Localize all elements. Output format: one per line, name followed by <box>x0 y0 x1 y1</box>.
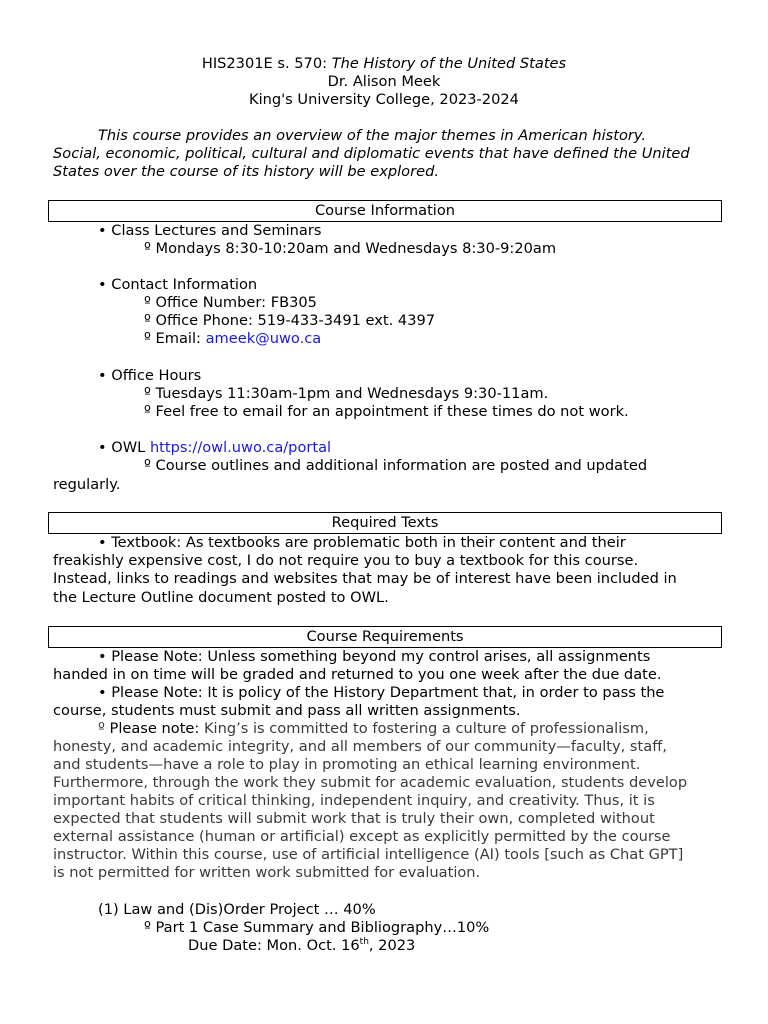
list-item-owl: • OWL https://owl.uwo.ca/portal <box>98 439 332 456</box>
sub-item-email: º Email: ameek@uwo.ca <box>144 330 322 347</box>
sub-item-office-number: º Office Number: FB305 <box>144 294 317 311</box>
section-header-course-requirements: Course Requirements <box>48 626 722 648</box>
due-date-item: Due Date: Mon. Oct. 16th, 2023 <box>188 937 416 954</box>
academic-integrity-line: Furthermore, through the work they submit for academic evaluation, students develop <box>53 774 688 791</box>
sub-item-hours-note: º Feel free to email for an appointment if these times do not work. <box>144 403 629 420</box>
list-item-class-lectures: • Class Lectures and Seminars <box>98 222 322 239</box>
sub-item-hours-time: º Tuesdays 11:30am-1pm and Wednesdays 9:30-11am. <box>144 385 549 402</box>
academic-integrity-line: honesty, and academic integrity, and all members of our community—faculty, staff, <box>53 738 667 755</box>
academic-integrity-line: is not permitted for written work submitted for evaluation. <box>53 864 481 881</box>
requirement-note: handed in on time will be graded and returned to you one week after the due date. <box>53 666 662 683</box>
institution-year: King's University College, 2023-2024 <box>249 91 519 108</box>
sub-item-office-phone: º Office Phone: 519-433-3491 ext. 4397 <box>144 312 436 329</box>
course-heading: HIS2301E s. 570: The History of the United States <box>201 55 567 72</box>
textbook-line: Instead, links to readings and websites that may be of interest have been included in <box>53 570 677 587</box>
project-part-item: º Part 1 Case Summary and Bibliography…10% <box>144 919 490 936</box>
course-title: The History of the United States <box>331 55 567 72</box>
intro-line: States over the course of its history will be explored. <box>53 163 439 180</box>
intro-line: This course provides an overview of the major themes in American history. <box>98 127 647 144</box>
textbook-line: • Textbook: As textbooks are problematic both in their content and their <box>98 534 626 551</box>
email-link[interactable]: ameek@uwo.ca <box>205 330 322 347</box>
owl-note-continuation: regularly. <box>53 476 121 493</box>
requirement-note: • Please Note: It is policy of the History Department that, in order to pass the <box>98 684 665 701</box>
requirement-note: • Please Note: Unless something beyond my control arises, all assignments <box>98 648 651 665</box>
sub-item-lecture-times: º Mondays 8:30-10:20am and Wednesdays 8:30-9:20am <box>144 240 557 257</box>
textbook-line: freakishly expensive cost, I do not require you to buy a textbook for this course. <box>53 552 639 569</box>
academic-integrity-line: important habits of critical thinking, independent inquiry, and creativity. Thus, it is <box>53 792 655 809</box>
textbook-line: the Lecture Outline document posted to OWL. <box>53 589 389 606</box>
academic-integrity-line: instructor. Within this course, use of artificial intelligence (AI) tools [such as Chat GPT] <box>53 846 684 863</box>
list-item-office-hours: • Office Hours <box>98 367 202 384</box>
intro-line: Social, economic, political, cultural and diplomatic events that have defined the United <box>53 145 690 162</box>
academic-integrity-line: and students—have a role to play in promoting an ethical learning environment. <box>53 756 641 773</box>
list-item-contact-information: • Contact Information <box>98 276 258 293</box>
section-header-course-information: Course Information <box>48 200 722 222</box>
academic-integrity-note: º Please note: King’s is committed to fostering a culture of professionalism, <box>98 720 649 737</box>
project-item: (1) Law and (Dis)Order Project … 40% <box>98 901 376 918</box>
section-header-required-texts: Required Texts <box>48 512 722 534</box>
academic-integrity-line: expected that students will submit work that is truly their own, completed without <box>53 810 655 827</box>
requirement-note: course, students must submit and pass all written assignments. <box>53 702 521 719</box>
sub-item-owl-note: º Course outlines and additional information are posted and updated <box>144 457 648 474</box>
owl-link[interactable]: https://owl.uwo.ca/portal <box>149 439 332 456</box>
instructor-name: Dr. Alison Meek <box>327 73 441 90</box>
academic-integrity-line: external assistance (human or artificial) except as explicitly permitted by the course <box>53 828 671 845</box>
